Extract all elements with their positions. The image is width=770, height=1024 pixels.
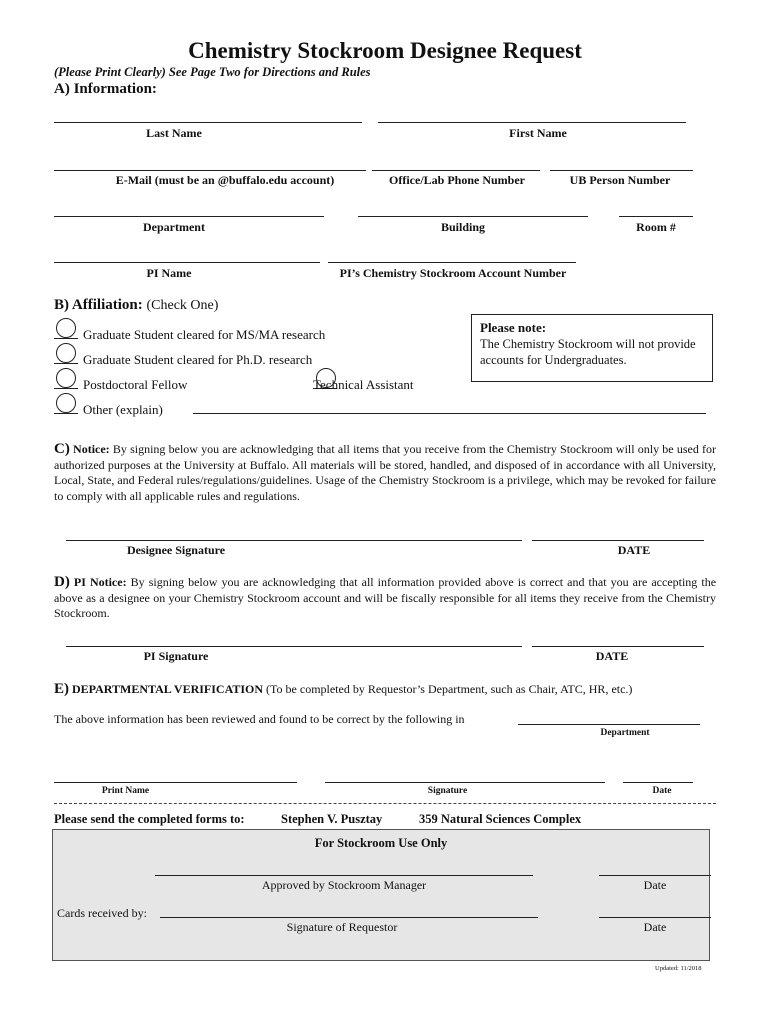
tech-option-text: Technical Assistant bbox=[313, 377, 414, 392]
pi-account-label: PI’s Chemistry Stockroom Account Number bbox=[339, 266, 567, 280]
section-e-letter: E) bbox=[54, 681, 69, 697]
stockroom-box-title: For Stockroom Use Only bbox=[314, 836, 448, 850]
pi-date-field[interactable] bbox=[532, 646, 704, 647]
ms-option-label: Graduate Student cleared for MS/MA research bbox=[83, 327, 326, 342]
undergrad-note-box bbox=[471, 314, 713, 382]
send-to-label: Please send the completed forms to: bbox=[54, 812, 245, 826]
designee-signature-label: Designee Signature bbox=[126, 543, 226, 557]
section-d-text: By signing below you are acknowledging that all information provided above is correct and that you are accepting the above as a designee on your Chemistry Stockroom account and will be fiscally responsible for all items they receive from the Chemistry Stockroom. bbox=[54, 575, 717, 620]
section-c-label: Notice: bbox=[73, 442, 110, 456]
pi-signature-label: PI Signature bbox=[143, 649, 209, 663]
email-field[interactable] bbox=[54, 170, 366, 171]
section-c-letter: C) bbox=[54, 441, 70, 457]
pi-date-label: DATE bbox=[595, 649, 629, 663]
ub-number-label: UB Person Number bbox=[569, 173, 671, 187]
section-d-label: PI Notice: bbox=[73, 575, 127, 589]
verifier-date-field[interactable] bbox=[623, 782, 693, 783]
manager-approval-date-field[interactable] bbox=[599, 875, 711, 876]
verification-department-field[interactable] bbox=[518, 724, 700, 725]
last-name-field[interactable] bbox=[54, 122, 362, 123]
other-check-line bbox=[54, 413, 78, 414]
send-to-address: 359 Natural Sciences Complex bbox=[419, 812, 582, 826]
check-one-label: (Check One) bbox=[146, 298, 219, 313]
verifier-date-label: Date bbox=[652, 786, 672, 796]
verification-statement: The above information has been reviewed and found to be correct by the following in bbox=[54, 712, 465, 726]
building-field[interactable] bbox=[358, 216, 588, 217]
verifier-signature-field[interactable] bbox=[325, 782, 605, 783]
first-name-label: First Name bbox=[509, 126, 567, 140]
postdoc-option-label: Postdoctoral Fellow bbox=[83, 377, 188, 392]
send-to-name: Stephen V. Pusztay bbox=[281, 812, 383, 826]
first-name-field[interactable] bbox=[378, 122, 686, 123]
ub-number-field[interactable] bbox=[550, 170, 693, 171]
room-field[interactable] bbox=[619, 216, 693, 217]
pi-name-label: PI Name bbox=[146, 266, 192, 280]
room-label: Room # bbox=[636, 220, 676, 234]
ms-check-line bbox=[54, 338, 78, 339]
cards-received-date-field[interactable] bbox=[599, 917, 711, 918]
manager-approval-date-label: Date bbox=[643, 878, 667, 892]
postdoc-check-line bbox=[54, 388, 78, 389]
cards-received-date-label: Date bbox=[643, 920, 667, 934]
page-title: Chemistry Stockroom Designee Request bbox=[188, 38, 582, 63]
section-b-heading bbox=[54, 297, 218, 314]
note-title: Please note: bbox=[480, 320, 547, 335]
verification-department-label: Department bbox=[600, 728, 650, 738]
pi-signature-field[interactable] bbox=[66, 646, 522, 647]
pi-name-field[interactable] bbox=[54, 262, 320, 263]
cards-received-field[interactable] bbox=[160, 917, 538, 918]
designee-signature-field[interactable] bbox=[66, 540, 522, 541]
phone-label: Office/Lab Phone Number bbox=[389, 173, 525, 187]
phd-check-line bbox=[54, 363, 78, 364]
section-e-label: DEPARTMENTAL VERIFICATION bbox=[72, 682, 264, 696]
ms-checkbox[interactable] bbox=[56, 318, 76, 338]
other-checkbox[interactable] bbox=[56, 393, 76, 413]
verifier-print-name-field[interactable] bbox=[54, 782, 297, 783]
cards-received-label: Cards received by: bbox=[57, 906, 147, 920]
pi-account-field[interactable] bbox=[328, 262, 576, 263]
postdoc-checkbox[interactable] bbox=[56, 368, 76, 388]
designee-date-field[interactable] bbox=[532, 540, 704, 541]
section-c-text: By signing below you are acknowledging that all items that you receive from the Chemistry Stockroom will only be used for authorized purposes at the University at Buffalo. All materials will be stored, handled, and disposed of in accordance with all University, Local, State, and Federal rules/regulations/guidelines. Usage of the Chemistry Stockroom is a privilege, which may be revoked for failure to comply with all applicable rules and regulations. bbox=[54, 442, 717, 503]
manager-approval-label: Approved by Stockroom Manager bbox=[261, 878, 427, 892]
other-option-label: Other (explain) bbox=[83, 402, 163, 417]
section-b-title: B) Affiliation: bbox=[54, 297, 143, 313]
note-text: The Chemistry Stockroom will not provide accounts for Undergraduates. bbox=[480, 337, 696, 367]
phone-field[interactable] bbox=[372, 170, 540, 171]
cut-line-divider bbox=[54, 803, 716, 804]
manager-approval-field[interactable] bbox=[155, 875, 533, 876]
verifier-signature-label: Signature bbox=[427, 786, 468, 796]
verifier-print-name-label: Print Name bbox=[101, 786, 150, 796]
section-c-notice bbox=[54, 442, 716, 504]
section-e-heading bbox=[54, 681, 632, 698]
phd-checkbox[interactable] bbox=[56, 343, 76, 363]
page-subtitle: (Please Print Clearly) See Page Two for Directions and Rules bbox=[54, 65, 371, 79]
email-label: E-Mail (must be an @buffalo.edu account) bbox=[115, 173, 335, 187]
section-a-heading: A) Information: bbox=[54, 81, 157, 97]
building-label: Building bbox=[440, 220, 486, 234]
last-name-label: Last Name bbox=[146, 126, 202, 140]
department-field[interactable] bbox=[54, 216, 324, 217]
requestor-signature-label: Signature of Requestor bbox=[286, 920, 398, 934]
designee-date-label: DATE bbox=[617, 543, 651, 557]
updated-date: Updated: 11/2018 bbox=[655, 965, 702, 972]
phd-option-label: Graduate Student cleared for Ph.D. research bbox=[83, 352, 313, 367]
department-label: Department bbox=[143, 220, 205, 234]
section-d-letter: D) bbox=[54, 574, 70, 590]
section-d-notice bbox=[54, 575, 716, 622]
stockroom-use-box bbox=[52, 829, 710, 961]
section-e-note: (To be completed by Requestor’s Department, such as Chair, ATC, HR, etc.) bbox=[266, 682, 633, 696]
other-explain-field[interactable] bbox=[193, 413, 706, 414]
